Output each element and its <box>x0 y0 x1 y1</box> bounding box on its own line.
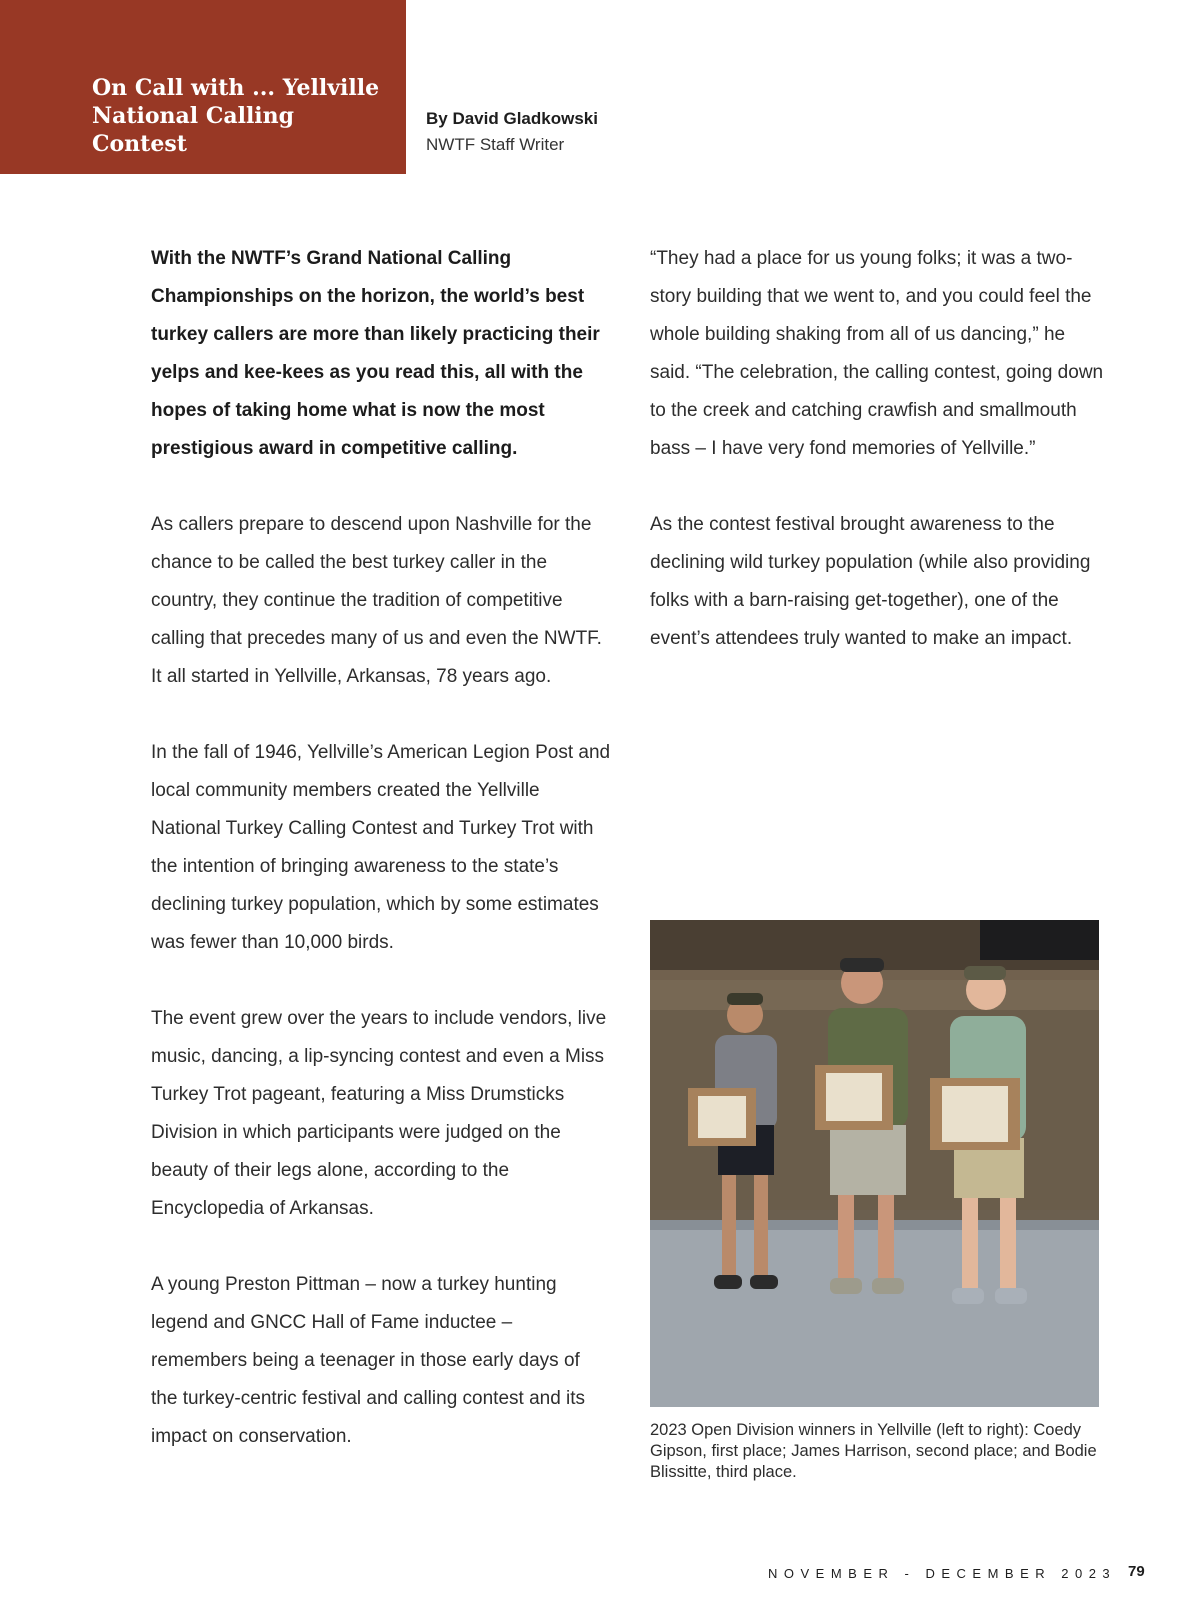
page-number: 79 <box>1128 1563 1145 1580</box>
article-column-right <box>650 240 1105 696</box>
author-role: NWTF Staff Writer <box>426 135 565 154</box>
body-paragraph: As callers prepare to descend upon Nashville for the chance to be called the best turkey caller in the country, they continue the tradition of competitive calling that precedes many of us and even the NWTF. It all started in Yellville, Arkansas, 78 years ago. <box>151 514 602 687</box>
winners-photo <box>650 920 1099 1407</box>
article-title: On Call with ... Yellville National Calling Contest <box>92 75 380 157</box>
body-paragraph: The event grew over the years to include vendors, live music, dancing, a lip-syncing contest and even a Miss Turkey Trot pageant, featuring a Miss Drumsticks Division in which participants were judged on the beauty of their legs alone, according to the Encyclopedia of Arkansas. <box>151 1008 607 1219</box>
photo-caption: 2023 Open Division winners in Yellville (left to right): Coedy Gipson, first place; James Harrison, second place; and Bodie Blissitte, third place. <box>650 1421 1097 1481</box>
body-paragraph: As the contest festival brought awareness to the declining wild turkey population (while also providing folks with a barn-raising get-together), one of the event’s attendees truly wanted to make an impact. <box>650 514 1091 649</box>
winners-photo-illustration <box>650 920 1099 1407</box>
body-paragraph: “They had a place for us young folks; it was a two-story building that we went to, and you could feel the whole building shaking from all of us dancing,” he said. “The celebration, the calling contest, going down to the creek and catching crawfish and smallmouth bass – I have very fond memories of Yellville.” <box>650 248 1104 459</box>
lead-paragraph: With the NWTF’s Grand National Calling Championships on the horizon, the world’s best turkey callers are more than likely practicing their yelps and kee-kees as you read this, all with the hopes of taking home what is now the most prestigious award in competitive calling. <box>151 248 600 459</box>
author-name: By David Gladkowski <box>426 109 598 128</box>
article-column-left <box>151 240 611 1494</box>
byline <box>426 106 598 158</box>
issue-date: NOVEMBER - DECEMBER 2023 <box>768 1566 1117 1581</box>
title-block <box>0 0 406 174</box>
body-paragraph: In the fall of 1946, Yellville’s American Legion Post and local community members created the Yellville National Turkey Calling Contest and Turkey Trot with the intention of bringing awareness to the state’s declining turkey population, which by some estimates was fewer than 10,000 birds. <box>151 742 611 953</box>
body-paragraph: A young Preston Pittman – now a turkey hunting legend and GNCC Hall of Fame inductee – remembers being a teenager in those early days of the turkey-centric festival and calling contest and its impact on conservation. <box>151 1274 586 1447</box>
